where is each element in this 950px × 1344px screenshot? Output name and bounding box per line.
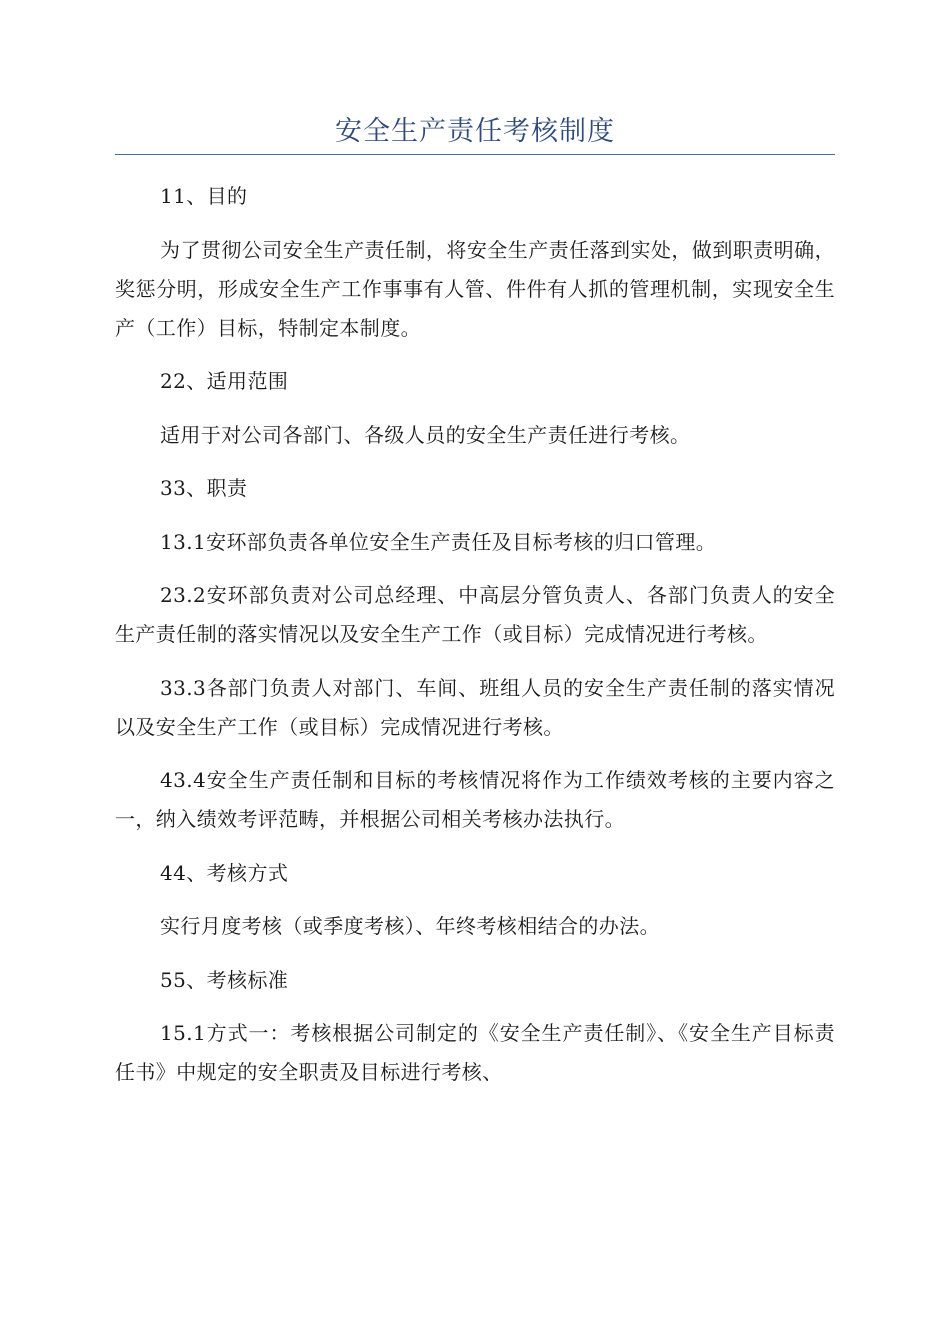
section-heading-scope: 22、适用范围 xyxy=(160,369,289,393)
document-body xyxy=(115,177,835,1092)
paragraph-duty-3-2: 23.2安环部负责对公司总经理、中高层分管负责人、各部门负责人的安全生产责任制的落实情况以及安全生产工作（或目标）完成情况进行考核。 xyxy=(115,583,835,646)
section-heading-standard: 55、考核标准 xyxy=(160,967,289,992)
section-heading-purpose: 11、目的 xyxy=(160,184,248,208)
paragraph-purpose: 为了贯彻公司安全生产责任制，将安全生产责任落到实处，做到职责明确，奖惩分明，形成安全生产工作事事有人管、件件有人抓的管理机制，实现安全生产（工作）目标，特制定本制度。 xyxy=(115,237,835,340)
document-title: 安全生产责任考核制度 xyxy=(335,116,615,147)
document-page xyxy=(115,0,835,1107)
paragraph-standard-5-1: 15.1方式一：考核根据公司制定的《安全生产责任制》、《安全生产目标责任书》中规定的安全职责及目标进行考核、 xyxy=(115,1021,835,1084)
title-underline xyxy=(115,154,835,155)
section-heading-duties: 33、职责 xyxy=(160,476,248,500)
paragraph-method: 实行月度考核（或季度考核）、年终考核相结合的办法。 xyxy=(160,914,660,938)
paragraph-scope: 适用于对公司各部门、各级人员的安全生产责任进行考核。 xyxy=(160,422,691,447)
paragraph-duty-3-1: 13.1安环部负责各单位安全生产责任及目标考核的归口管理。 xyxy=(160,529,717,554)
paragraph-duty-3-4: 43.4安全生产责任制和目标的考核情况将作为工作绩效考核的主要内容之一，纳入绩效考评范畴，并根据公司相关考核办法执行。 xyxy=(115,768,835,831)
paragraph-duty-3-3: 33.3各部门负责人对部门、车间、班组人员的安全生产责任制的落实情况以及安全生产工作（或目标）完成情况进行考核。 xyxy=(115,675,835,739)
section-heading-method: 44、考核方式 xyxy=(160,860,289,885)
